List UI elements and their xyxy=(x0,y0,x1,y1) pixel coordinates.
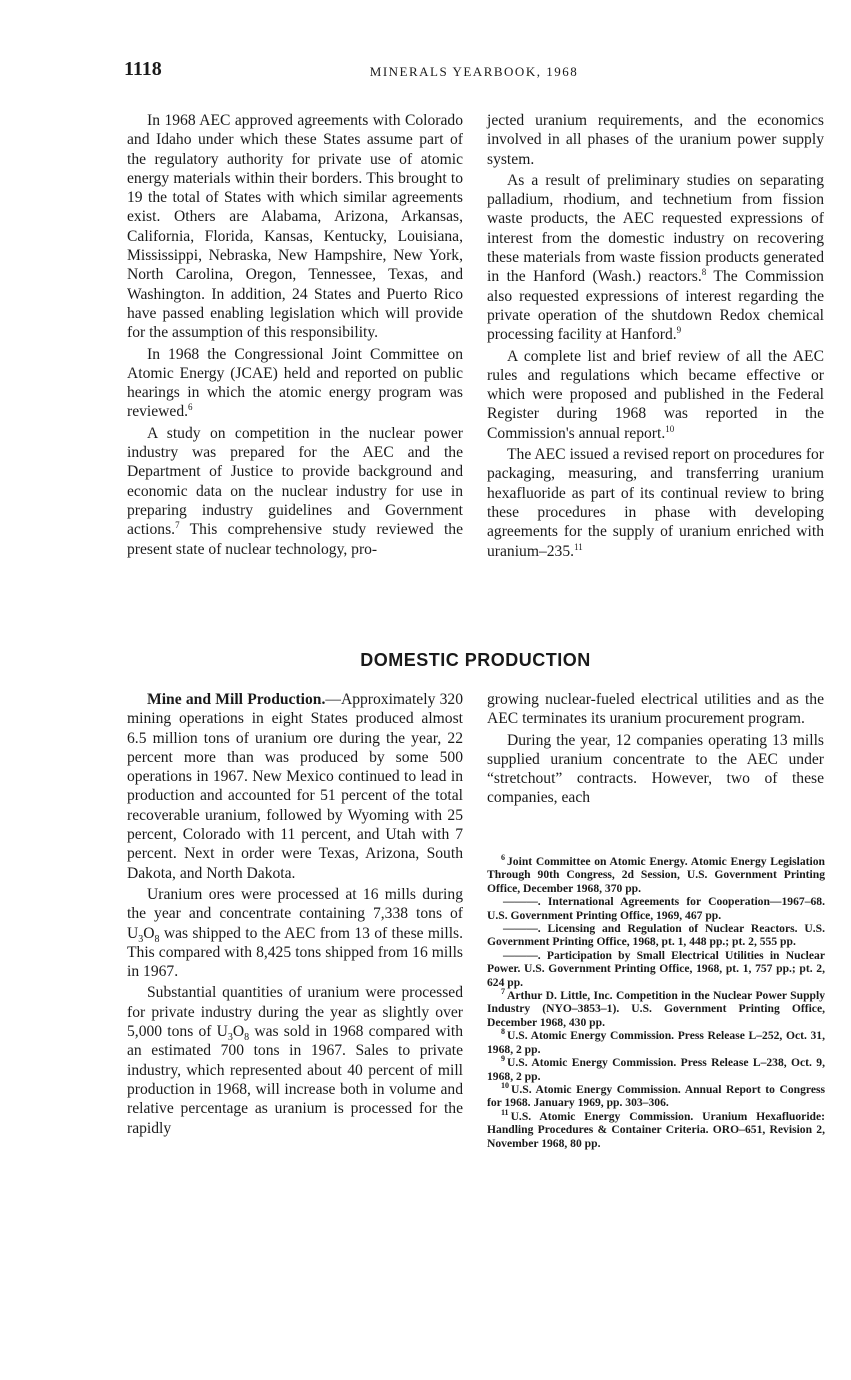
paragraph: As a result of preliminary studies on separating palladium, rhodium, and technetium from fission waste products, the AEC requested expressions of interest from the domestic industry on recovering these materials from waste fission products generated in the Hanford (Wash.) reactors.$^8$ The Commission also requested expressions of interest regarding the private operation of the shutdown Redox chemical processing facility at Hanford.$^9$ xyxy=(487,171,824,344)
footnote: $^6$ Joint Committee on Atomic Energy. Atomic Energy Legislation Through 90th Congress, 2d Session, U.S. Government Printing Office, December 1968, 370 pp. xyxy=(487,853,825,895)
paragraph: jected uranium requirements, and the economics involved in all phases of the uranium power supply system. xyxy=(487,112,824,168)
bottom-right-column xyxy=(487,690,824,808)
run-in-heading: Mine and Mill Production. xyxy=(147,691,326,708)
footnote-ref: 6 xyxy=(188,402,193,413)
footnote-ref: 10 xyxy=(665,423,675,434)
paragraph: growing nuclear-fueled electrical utilities and as the AEC terminates its uranium procurement program. xyxy=(487,691,824,728)
page-number: 1118 xyxy=(124,58,162,80)
footnote: $^7$ Arthur D. Little, Inc. Competition in the Nuclear Power Supply Industry (NYO–3853–1). U.S. Government Printing Office, December 1968, 430 pp. xyxy=(487,987,825,1029)
footnote-ref: 9 xyxy=(676,325,682,336)
running-title: MINERALS YEARBOOK, 1968 xyxy=(369,64,579,79)
paragraph: During the year, 12 companies operating 13 mills supplied uranium concentrate to the AEC under “stretchout” contracts. However, two of these companies, each xyxy=(487,731,824,807)
footnote-ref: 8 xyxy=(701,267,707,278)
footnote: $^{11}$ U.S. Atomic Energy Commission. Uranium Hexafluoride: Handling Procedures & Container Criteria. ORO–651, Revision 2, November 1968, 80 pp. xyxy=(487,1107,825,1150)
page-header xyxy=(124,58,824,88)
paragraph: Mine and Mill Production.—Approximately 320 mining operations in eight States produced almost 6.5 million tons of uranium ore during the year, 22 percent more than was produced by some 500 operations in 1967. New Mexico continued to lead in production and accounted for 51 percent of the total recoverable uranium, followed by Wyoming with 25 percent, Colorado with 11 percent, and Utah with 7 percent. Next in order were Texas, Arizona, South Dakota, and North Dakota. xyxy=(127,691,463,882)
footnote: ———. International Agreements for Cooperation—1967–68. U.S. Government Printing Office, 1969, 467 pp. xyxy=(487,895,825,922)
paragraph: A study on competition in the nuclear power industry was prepared for the AEC and the Department of Justice to provide background and economic data on the nuclear industry for use in preparing industry guidelines and Government actions.$^7$ This comprehensive study reviewed the present state of nuclear technology, pro- xyxy=(127,424,463,558)
footnote: $^8$ U.S. Atomic Energy Commission. Press Release L–252, Oct. 31, 1968, 2 pp. xyxy=(487,1027,825,1056)
footnote: ———. Licensing and Regulation of Nuclear Reactors. U.S. Government Printing Office, 1968, pt. 1, 448 pp.; pt. 2, 555 pp. xyxy=(487,922,825,949)
paragraph: A complete list and brief review of all the AEC rules and regulations which became effective or which were proposed and published in the Federal Register during 1968 was reported in the Commission's annual report.$^{10}$ xyxy=(487,347,824,442)
bottom-left-column xyxy=(127,690,463,1138)
paragraph: In 1968 AEC approved agreements with Colorado and Idaho under which these States assume part of the regulatory authority for private use of atomic energy materials within their borders. This brought to 19 the total of States with which similar agreements exist. Others are Alabama, Arizona, Arkansas, California, Florida, Kansas, Kentucky, Louisiana, Mississippi, Nebraska, New Hampshire, New York, North Carolina, Oregon, Tennessee, Texas, and Washington. In addition, 24 States and Puerto Rico have passed enabling legislation which will provide for the assumption of this responsibility. xyxy=(127,112,463,342)
top-right-column xyxy=(487,111,824,561)
footnote: $^9$ U.S. Atomic Energy Commission. Press Release L–238, Oct. 9, 1968, 2 pp. xyxy=(487,1054,825,1083)
paragraph: In 1968 the Congressional Joint Committee on Atomic Energy (JCAE) held and reported on public hearings in which the atomic energy program was reviewed.$^6$ xyxy=(127,345,463,421)
footnote-ref: 11 xyxy=(574,541,583,552)
footnotes xyxy=(487,855,825,1150)
paragraph: Substantial quantities of uranium were processed for private industry during the year as slightly over 5,000 tons of $U_3O_8$ was sold in 1968 compared with an estimated 700 tons in 1967. Sales to private industry, which represented about 40 percent of mill production in 1968, will increase both in volume and relative percentage as uranium is processed for the rapidly xyxy=(127,984,464,1137)
paragraph: The AEC issued a revised report on procedures for packaging, measuring, and transferring uranium hexafluoride as part of its continual review to bring these procedures in phase with developing agreements for the supply of uranium enriched with uranium–235.11 xyxy=(487,446,824,560)
section-heading: DOMESTIC PRODUCTION xyxy=(360,650,591,670)
footnote: $^{10}$ U.S. Atomic Energy Commission. Annual Report to Congress for 1968. January 1969, pp. 303–306. xyxy=(487,1081,825,1110)
footnote-ref: 7 xyxy=(175,520,180,531)
paragraph: Uranium ores were processed at 16 mills during the year and concentrate containing 7,338 tons of $U_3O_8$ was shipped to the AEC from 13 of these mills. This compared with 8,425 tons shipped from 16 mills in 1967. xyxy=(127,885,463,981)
top-left-column xyxy=(127,111,463,559)
footnote: ———. Participation by Small Electrical Utilities in Nuclear Power. U.S. Government Printing Office, 1968, pt. 1, 757 pp.; pt. 2, 624 pp. xyxy=(487,948,825,989)
